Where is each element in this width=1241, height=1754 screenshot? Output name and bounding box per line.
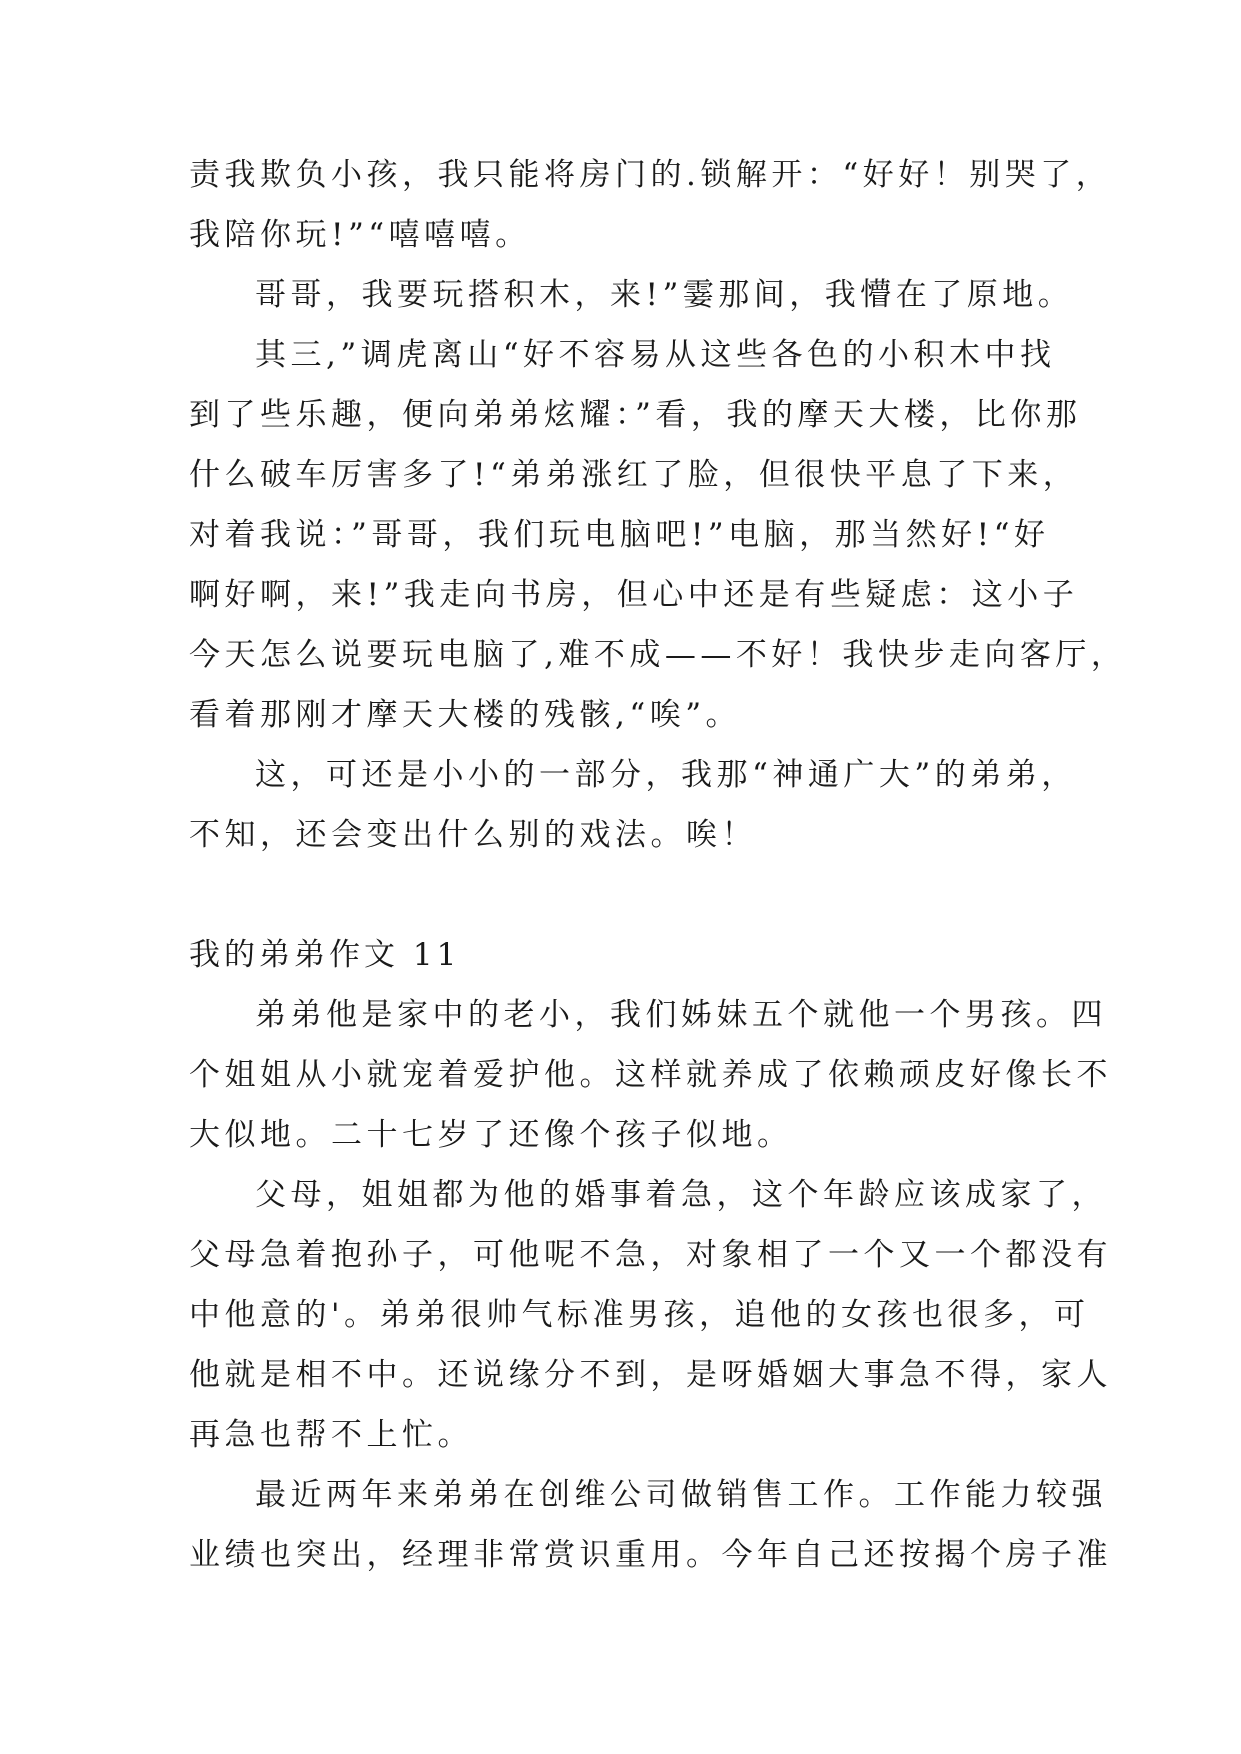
text-line: 再急也帮不上忙。 (189, 1417, 473, 1453)
paragraph-start-line: 哥哥，我要玩搭积木，来!”霎那间，我懵在了原地。 (255, 277, 1074, 313)
section-title: 我的弟弟作文 11 (189, 937, 461, 973)
text-line: 我陪你玩!”“嘻嘻嘻。 (189, 217, 531, 253)
text-line: 父母急着抱孙子，可他呢不急，对象相了一个又一个都没有 (189, 1237, 1112, 1273)
text-line: 什么破车厉害多了!“弟弟涨红了脸，但很快平息了下来， (189, 457, 1079, 493)
text-line: 责我欺负小孩，我只能将房门的.锁解开：“好好！别哭了， (189, 157, 1112, 193)
text-line: 大似地。二十七岁了还像个孩子似地。 (189, 1117, 793, 1153)
text-line: 业绩也突出，经理非常赏识重用。今年自己还按揭个房子准 (189, 1537, 1112, 1573)
document-page (189, 155, 1127, 1595)
paragraph-start-line: 父母，姐姐都为他的婚事着急，这个年龄应该成家了， (255, 1177, 1107, 1213)
paragraph-start-line: 这，可还是小小的一部分，我那“神通广大”的弟弟， (255, 757, 1077, 793)
paragraph-start-line: 其三,”调虎离山“好不容易从这些各色的小积木中找 (255, 337, 1056, 373)
text-line: 个姐姐从小就宠着爱护他。这样就养成了依赖顽皮好像长不 (189, 1057, 1112, 1093)
text-line: 不知，还会变出什么别的戏法。唉！ (189, 817, 757, 853)
paragraph-start-line: 最近两年来弟弟在创维公司做销售工作。工作能力较强 (255, 1477, 1107, 1513)
text-line: 今天怎么说要玩电脑了,难不成——不好！我快步走向客厅， (189, 637, 1127, 673)
text-line: 他就是相不中。还说缘分不到，是呀婚姻大事急不得，家人 (189, 1357, 1112, 1393)
section-spacer (189, 875, 1059, 935)
text-line: 对着我说：”哥哥，我们玩电脑吧!”电脑，那当然好!“好 (189, 517, 1050, 553)
text-line: 中他意的'。弟弟很帅气标准男孩，追他的女孩也很多，可 (189, 1297, 1090, 1333)
title-spacer (189, 975, 1059, 995)
text-line: 啊好啊，来!”我走向书房，但心中还是有些疑虑：这小子 (189, 577, 1079, 613)
paragraph-start-line: 弟弟他是家中的老小，我们姊妹五个就他一个男孩。四 (255, 997, 1107, 1033)
text-line: 到了些乐趣，便向弟弟炫耀：”看，我的摩天大楼，比你那 (189, 397, 1082, 433)
text-line: 看着那刚才摩天大楼的残骸,“唉”。 (189, 697, 742, 733)
